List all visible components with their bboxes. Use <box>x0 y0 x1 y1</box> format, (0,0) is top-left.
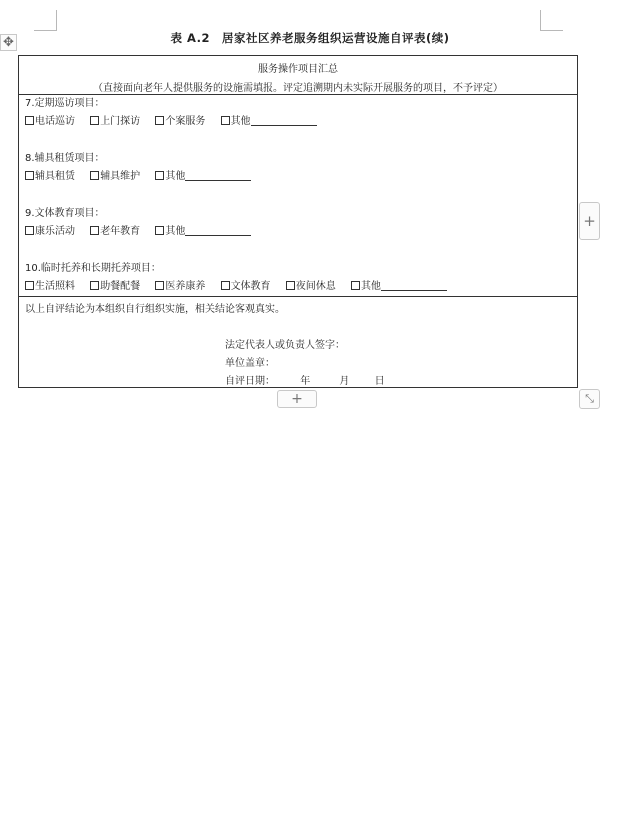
option-aid-maintenance[interactable]: 辅具维护 <box>90 171 140 182</box>
header-line-2: （直接面向老年人提供服务的设施需填报。评定追溯期内未实际开展服务的项目，不予评定） <box>93 83 503 94</box>
group-options <box>25 278 577 296</box>
page-corner-mark-left <box>34 10 57 31</box>
option-home-visit[interactable]: 上门探访 <box>90 116 140 127</box>
group-aid-rental <box>25 150 577 186</box>
option-night-rest[interactable]: 夜间休息 <box>286 281 336 292</box>
date-month: 月 <box>339 376 350 387</box>
service-items-cell[interactable] <box>19 95 578 297</box>
checkbox-icon[interactable] <box>25 171 34 180</box>
header-cell[interactable] <box>19 56 578 95</box>
page-corner-mark-right <box>540 10 563 31</box>
option-other[interactable]: 其他 <box>351 281 447 292</box>
group-title: 7.定期巡访项目： <box>25 98 105 109</box>
option-culture-education[interactable]: 文体教育 <box>221 281 271 292</box>
add-column-button[interactable] <box>579 202 600 240</box>
resize-icon: ⤡ <box>585 392 594 405</box>
option-phone-visit[interactable]: 电话巡访 <box>25 116 75 127</box>
other-blank-field[interactable] <box>185 170 251 181</box>
table-resize-handle[interactable] <box>579 389 600 409</box>
checkbox-icon[interactable] <box>90 281 99 290</box>
option-daily-care[interactable]: 生活照料 <box>25 281 75 292</box>
checkbox-icon[interactable] <box>221 281 230 290</box>
option-other[interactable]: 其他 <box>221 116 317 127</box>
group-title: 9.文体教育项目： <box>25 208 105 219</box>
checkbox-icon[interactable] <box>90 226 99 235</box>
group-title: 10.临时托养和长期托养项目： <box>25 263 161 274</box>
checkbox-icon[interactable] <box>286 281 295 290</box>
option-case-service[interactable]: 个案服务 <box>155 116 205 127</box>
group-options <box>25 113 577 131</box>
group-temporary-long-term-care <box>25 260 577 296</box>
checkbox-icon[interactable] <box>25 281 34 290</box>
option-senior-education[interactable]: 老年教育 <box>90 226 140 237</box>
evaluation-date <box>225 372 385 387</box>
seal-label: 单位盖章： <box>225 358 275 369</box>
checkbox-icon[interactable] <box>155 116 164 125</box>
checkbox-icon[interactable] <box>155 281 164 290</box>
checkbox-icon[interactable] <box>351 281 360 290</box>
add-row-button[interactable] <box>277 390 317 408</box>
signature-label: 法定代表人或负责人签字： <box>225 340 345 351</box>
date-label: 自评日期： <box>225 376 275 387</box>
option-aid-rental[interactable]: 辅具租赁 <box>25 171 75 182</box>
checkbox-icon[interactable] <box>90 116 99 125</box>
header-line-1: 服务操作项目汇总 <box>258 64 338 75</box>
conclusion-cell[interactable] <box>19 297 578 388</box>
conclusion-text: 以上自评结论为本组织自行组织实施，相关结论客观真实。 <box>25 304 285 315</box>
date-year: 年 <box>300 376 311 387</box>
group-options <box>25 223 577 241</box>
option-medical-care[interactable]: 医养康养 <box>155 281 205 292</box>
checkbox-icon[interactable] <box>90 171 99 180</box>
group-culture-education <box>25 205 577 241</box>
checkbox-icon[interactable] <box>155 226 164 235</box>
checkbox-icon[interactable] <box>155 171 164 180</box>
checkbox-icon[interactable] <box>221 116 230 125</box>
option-other[interactable]: 其他 <box>155 226 251 237</box>
option-meal-service[interactable]: 助餐配餐 <box>90 281 140 292</box>
group-regular-visit <box>25 95 577 131</box>
option-recreation[interactable]: 康乐活动 <box>25 226 75 237</box>
checkbox-icon[interactable] <box>25 226 34 235</box>
group-options <box>25 168 577 186</box>
checkbox-icon[interactable] <box>25 116 34 125</box>
other-blank-field[interactable] <box>185 225 251 236</box>
plus-icon: + <box>291 391 303 407</box>
option-other[interactable]: 其他 <box>155 171 251 182</box>
table-title: 表 A.2 居家社区养老服务组织运营设施自评表(续) <box>170 31 450 45</box>
other-blank-field[interactable] <box>251 115 317 126</box>
other-blank-field[interactable] <box>381 280 447 291</box>
self-evaluation-table <box>18 55 578 388</box>
date-day: 日 <box>374 376 385 387</box>
group-title: 8.辅具租赁项目： <box>25 153 105 164</box>
plus-icon: + <box>583 212 596 230</box>
move-icon: ✥ <box>3 35 14 50</box>
